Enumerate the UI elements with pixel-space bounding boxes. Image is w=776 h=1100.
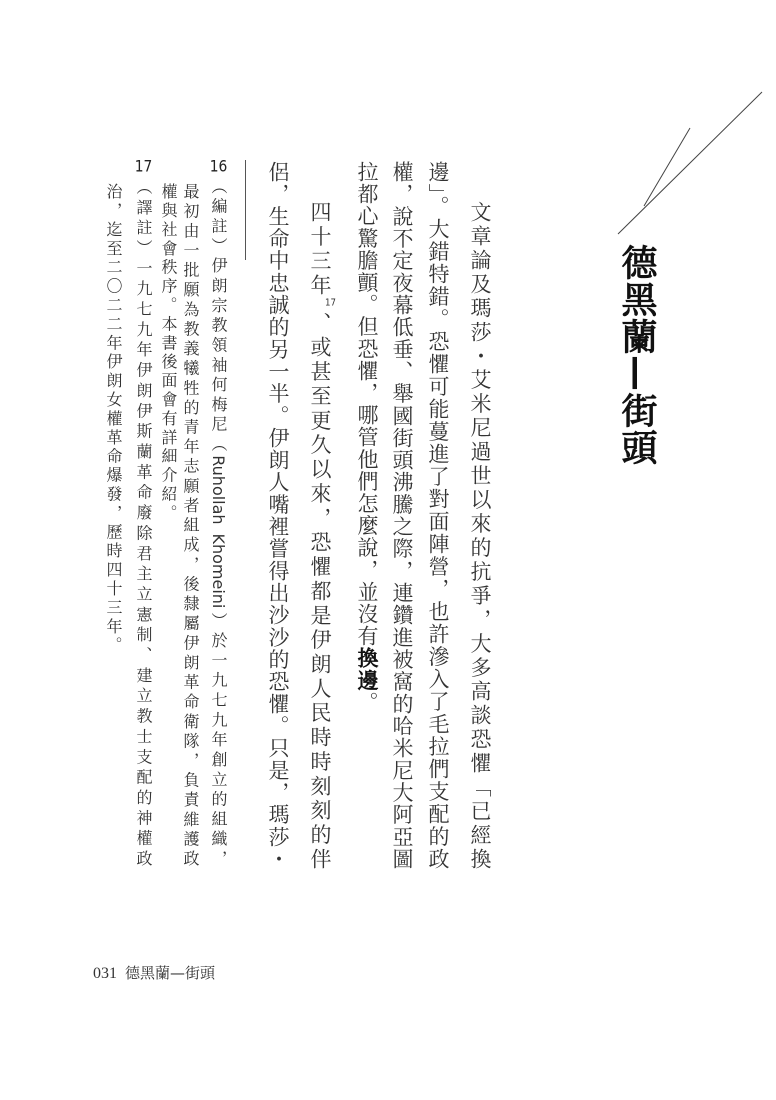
body-text: 、或甚至更久以來，恐懼都是伊朗人民時時刻刻的伴 (308, 311, 332, 869)
footnote-text: （編註）伊朗宗教領袖何梅尼（Ruhollah Khomeini）於一九七九年創立的組織， (209, 177, 228, 866)
body-text: 。 (355, 691, 379, 714)
emphasis-text: 換邊 (355, 647, 379, 692)
chapter-title: 德黑蘭—街頭 (616, 244, 657, 466)
diagonal-line (644, 128, 690, 206)
body-text: 拉都心驚膽顫。但恐懼，哪管他們怎麼說，並沒有 (355, 161, 379, 648)
footnote-divider (245, 160, 246, 260)
diagonal-line (618, 92, 762, 234)
body-column-4 (356, 161, 378, 714)
footnote-17-line-2: 治，迄至二〇二二年伊朗女權革命爆發，歷時四十三年。 (104, 183, 123, 656)
body-column-2: 邊」。大錯特錯。恐懼可能蔓進了對面陣營，也許滲入了毛拉們支配的政 (426, 161, 450, 869)
footnote-16-line-3: 權與社會秩序。本書後面會有詳細介紹。 (159, 183, 178, 524)
footnote-number: 16 (209, 158, 228, 174)
footnote-17-line-1 (135, 158, 152, 866)
body-column-5 (308, 201, 336, 869)
body-column-6: 侶，生命中忠誠的另一半。伊朗人嘴裡嘗得出沙沙的恐懼。只是，瑪莎・ (266, 161, 290, 869)
page-number: 031 (93, 965, 117, 982)
footnote-16-line-1 (210, 158, 227, 866)
footnote-16-line-2: 最初由一批願為教義犧牲的青年志願者組成，後隸屬伊朗革命衛隊，負責維護政 (181, 183, 200, 866)
footnote-number: 17 (134, 158, 153, 174)
body-column-3: 權，說不定夜幕低垂、舉國街頭沸騰之際，連鑽進被窩的哈米尼大阿亞圖 (390, 161, 414, 869)
running-head: 德黑蘭—街頭 (125, 964, 216, 982)
page-footer (93, 962, 215, 983)
body-text: 四十三年 (308, 201, 332, 299)
body-column-1: 文章論及瑪莎・艾米尼過世以來的抗爭，大多高談恐懼「已經換 (468, 201, 492, 869)
footnote-text: （譯註）一九七九年伊朗伊斯蘭革命廢除君主立憲制、建立教士支配的神權政 (134, 178, 153, 866)
footnote-ref-17[interactable]: 17 (325, 298, 336, 309)
